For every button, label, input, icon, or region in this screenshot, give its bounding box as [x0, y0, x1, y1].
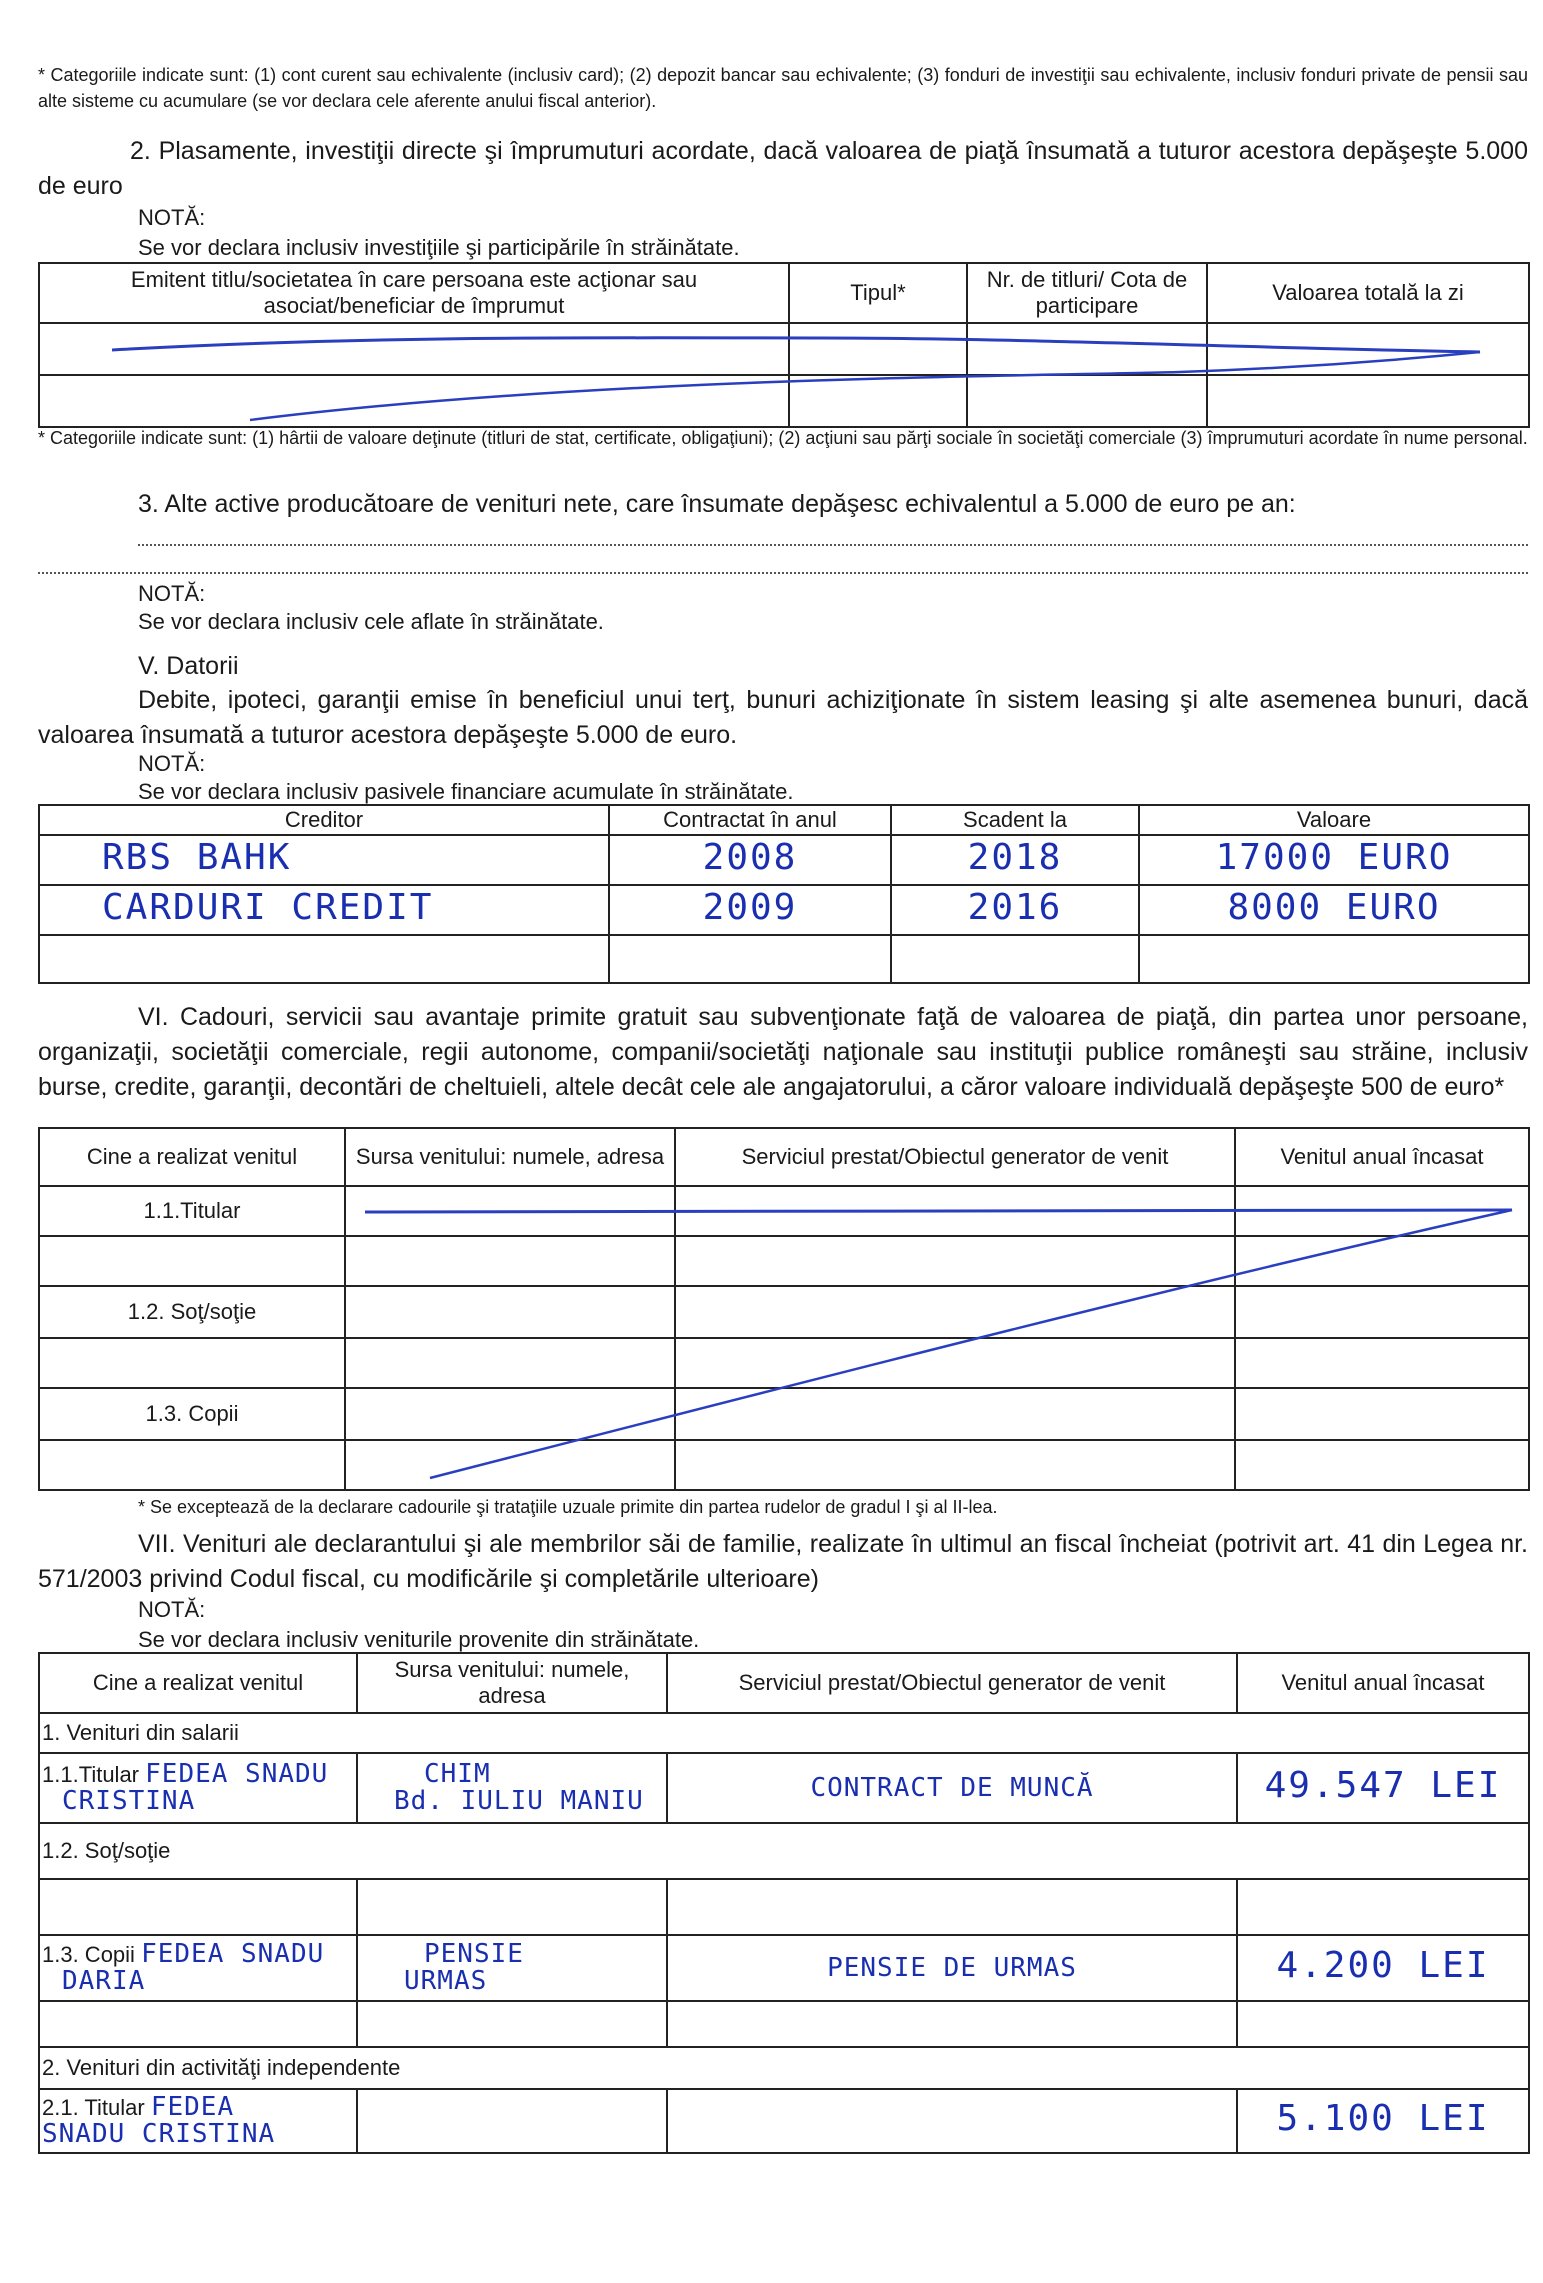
item2-note-text: Se vor declara inclusiv investiţiile şi participările în străinătate.: [138, 235, 740, 260]
footnote-investments-categories: * Categoriile indicate sunt: (1) cont curent sau echivalente (inclusiv card); (2) depozit bancar sau echivalente; (3) fonduri de investiţii sau echivalente, inclusiv fonduri private de pensii sau alte sisteme cu acumulare (se vor declara cele aferente anului fiscal anterior).: [38, 65, 1528, 111]
table-row: [39, 935, 1529, 983]
header-total-value: Valoarea totală la zi: [1207, 263, 1529, 323]
header-issuer: Emitent titlu/societatea în care persoana este acţionar sau asociat/beneficiar de împrumut: [39, 263, 789, 323]
header-income: Venitul anual încasat: [1235, 1128, 1529, 1186]
handwritten-indep-name: SNADU CRISTINA: [42, 2119, 276, 2149]
handwritten-titular-source: Bd. IULIU MANIU: [394, 1786, 644, 1816]
section-v-intro: Debite, ipoteci, garanţii emise în beneficiul unui terţ, bunuri achiziţionate în sistem leasing şi alte asemenea bunuri, dacă valoarea însumată a tuturor acestora depăşeşte 5.000 de euro.: [38, 686, 1528, 749]
item3-dotted-line: [138, 544, 1528, 546]
table-row: [39, 323, 1529, 375]
handwritten-titular-service: CONTRACT DE MUNCĂ: [810, 1772, 1094, 1803]
item2-note-label: NOTĂ:: [138, 205, 206, 230]
gifts-table: [38, 1127, 1530, 1491]
section-v-note-text: Se vor declara inclusiv pasivele financiare acumulate în străinătate.: [138, 779, 794, 804]
handwritten-titular-name: FEDEA SNADU: [145, 1759, 329, 1789]
table-row: [39, 1186, 1529, 1236]
handwritten-due: 2016: [967, 887, 1063, 928]
header-creditor: Creditor: [39, 805, 609, 835]
item3-dotted-line: [38, 572, 1528, 574]
header-due: Scadent la: [891, 805, 1139, 835]
table-row: [39, 1440, 1529, 1490]
handwritten-year: 2009: [702, 887, 798, 928]
table-row: [39, 885, 1529, 935]
handwritten-child-source: PENSIE: [424, 1939, 524, 1969]
item2-heading: 2. Plasamente, investiţii directe şi împrumuturi acordate, dacă valoarea de piaţă însumată a tuturor acestora depăşeşte 5.000 de euro: [38, 137, 1528, 200]
handwritten-titular-income: 49.547 LEI: [1264, 1765, 1502, 1806]
item3-heading: 3. Alte active producătoare de venituri nete, care însumate depăşesc echivalentul a 5.000 de euro pe an:: [138, 490, 1296, 518]
row-label-titular: 1.1.Titular: [39, 1186, 345, 1236]
row-label-indep-titular: 2.1. Titular: [42, 2095, 145, 2120]
handwritten-child-income: 4.200 LEI: [1276, 1945, 1490, 1986]
header-type: Tipul*: [789, 263, 967, 323]
handwritten-indep-income: 5.100 LEI: [1276, 2098, 1490, 2139]
table-row: [39, 1388, 1529, 1440]
table-row: [39, 2089, 1529, 2153]
row-label-children: 1.3. Copii: [42, 1942, 135, 1967]
row-label-children: 1.3. Copii: [39, 1388, 345, 1440]
table-row: [39, 1753, 1529, 1823]
table-row: [39, 1286, 1529, 1338]
header-contract-year: Contractat în anul: [609, 805, 891, 835]
income-table: [38, 1652, 1530, 2154]
table-row: [39, 1236, 1529, 1286]
footnote-gifts-exception: * Se exceptează de la declarare cadourile şi trataţiile uzuale primite din partea rudelor de gradul I şi al II-lea.: [138, 1497, 998, 1517]
group-salaries: 1. Venituri din salarii: [39, 1713, 1529, 1753]
handwritten-creditor: CARDURI CREDIT: [102, 887, 434, 928]
table-row: [39, 1713, 1529, 1753]
header-who: Cine a realizat venitul: [39, 1653, 357, 1713]
handwritten-child-name: DARIA: [62, 1966, 146, 1996]
section-vii-intro: VII. Venituri ale declarantului şi ale membrilor săi de familie, realizate în ultimul an fiscal încheiat (potrivit art. 41 din Legea nr. 571/2003 privind Codul fiscal, cu modificările şi completările ulterioare): [38, 1530, 1528, 1593]
table-row: [39, 835, 1529, 885]
table-row: [39, 1879, 1529, 1935]
footnote-placements-categories: * Categoriile indicate sunt: (1) hârtii de valoare deţinute (titluri de stat, certificate, obligaţiuni); (2) acţiuni sau părţi sociale în societăţi comerciale (3) împrumuturi acordate în nume personal.: [38, 428, 1528, 448]
handwritten-due: 2018: [967, 837, 1063, 878]
row-label-spouse: 1.2. Soţ/soţie: [39, 1286, 345, 1338]
handwritten-child-source: URMAS: [404, 1966, 488, 1996]
handwritten-child-name: FEDEA SNADU: [141, 1939, 325, 1969]
handwritten-titular-name: CRISTINA: [62, 1786, 196, 1816]
header-source: Sursa venitului: numele, adresa: [357, 1653, 667, 1713]
handwritten-indep-name: FEDEA: [150, 2092, 235, 2122]
header-value: Valoare: [1139, 805, 1529, 835]
header-shares: Nr. de titluri/ Cota de participare: [967, 263, 1207, 323]
section-vii-note-text: Se vor declara inclusiv veniturile provenite din străinătate.: [138, 1627, 700, 1652]
section-vi-intro: VI. Cadouri, servicii sau avantaje primite gratuit sau subvenţionate faţă de valoarea de piaţă, din partea unor persoane, organizaţii, societăţii comerciale, regii autonome, companii/societăţi naţionale sau instituţii publice româneşti sau străine, inclusiv burse, credite, garanţii, decontări de cheltuieli, altele decât cele ale angajatorului, a căror valoare individuală depăşeşte 500 de euro*: [38, 1003, 1528, 1101]
table-row: [39, 1338, 1529, 1388]
handwritten-value: 8000 EURO: [1227, 887, 1441, 928]
handwritten-child-service: PENSIE DE URMAS: [827, 1952, 1077, 1983]
handwritten-value: 17000 EURO: [1215, 837, 1453, 878]
group-independent: 2. Venituri din activităţi independente: [39, 2047, 1529, 2089]
row-label-spouse: 1.2. Soţ/soţie: [39, 1823, 667, 1879]
section-v-title: V. Datorii: [138, 652, 239, 680]
table-row: [39, 2001, 1529, 2047]
item3-note-label: NOTĂ:: [138, 581, 206, 606]
table-row: [39, 375, 1529, 427]
handwritten-creditor: RBS BAHK: [102, 837, 292, 878]
row-label-titular: 1.1.Titular: [42, 1762, 140, 1787]
debts-table: [38, 804, 1530, 984]
handwritten-titular-source: CHIM: [424, 1759, 491, 1789]
header-income: Venitul anual încasat: [1237, 1653, 1529, 1713]
investments-table: [38, 262, 1530, 428]
header-service: Serviciul prestat/Obiectul generator de venit: [675, 1128, 1235, 1186]
table-row: [39, 2047, 1529, 2089]
item3-note-text: Se vor declara inclusiv cele aflate în străinătate.: [138, 609, 604, 634]
table-row: [39, 1935, 1529, 2001]
header-who: Cine a realizat venitul: [39, 1128, 345, 1186]
table-row: [39, 1823, 1529, 1879]
header-source: Sursa venitului: numele, adresa: [345, 1128, 675, 1186]
header-service: Serviciul prestat/Obiectul generator de venit: [667, 1653, 1237, 1713]
section-v-note-label: NOTĂ:: [138, 751, 206, 776]
handwritten-year: 2008: [702, 837, 798, 878]
section-vii-note-label: NOTĂ:: [138, 1597, 206, 1622]
